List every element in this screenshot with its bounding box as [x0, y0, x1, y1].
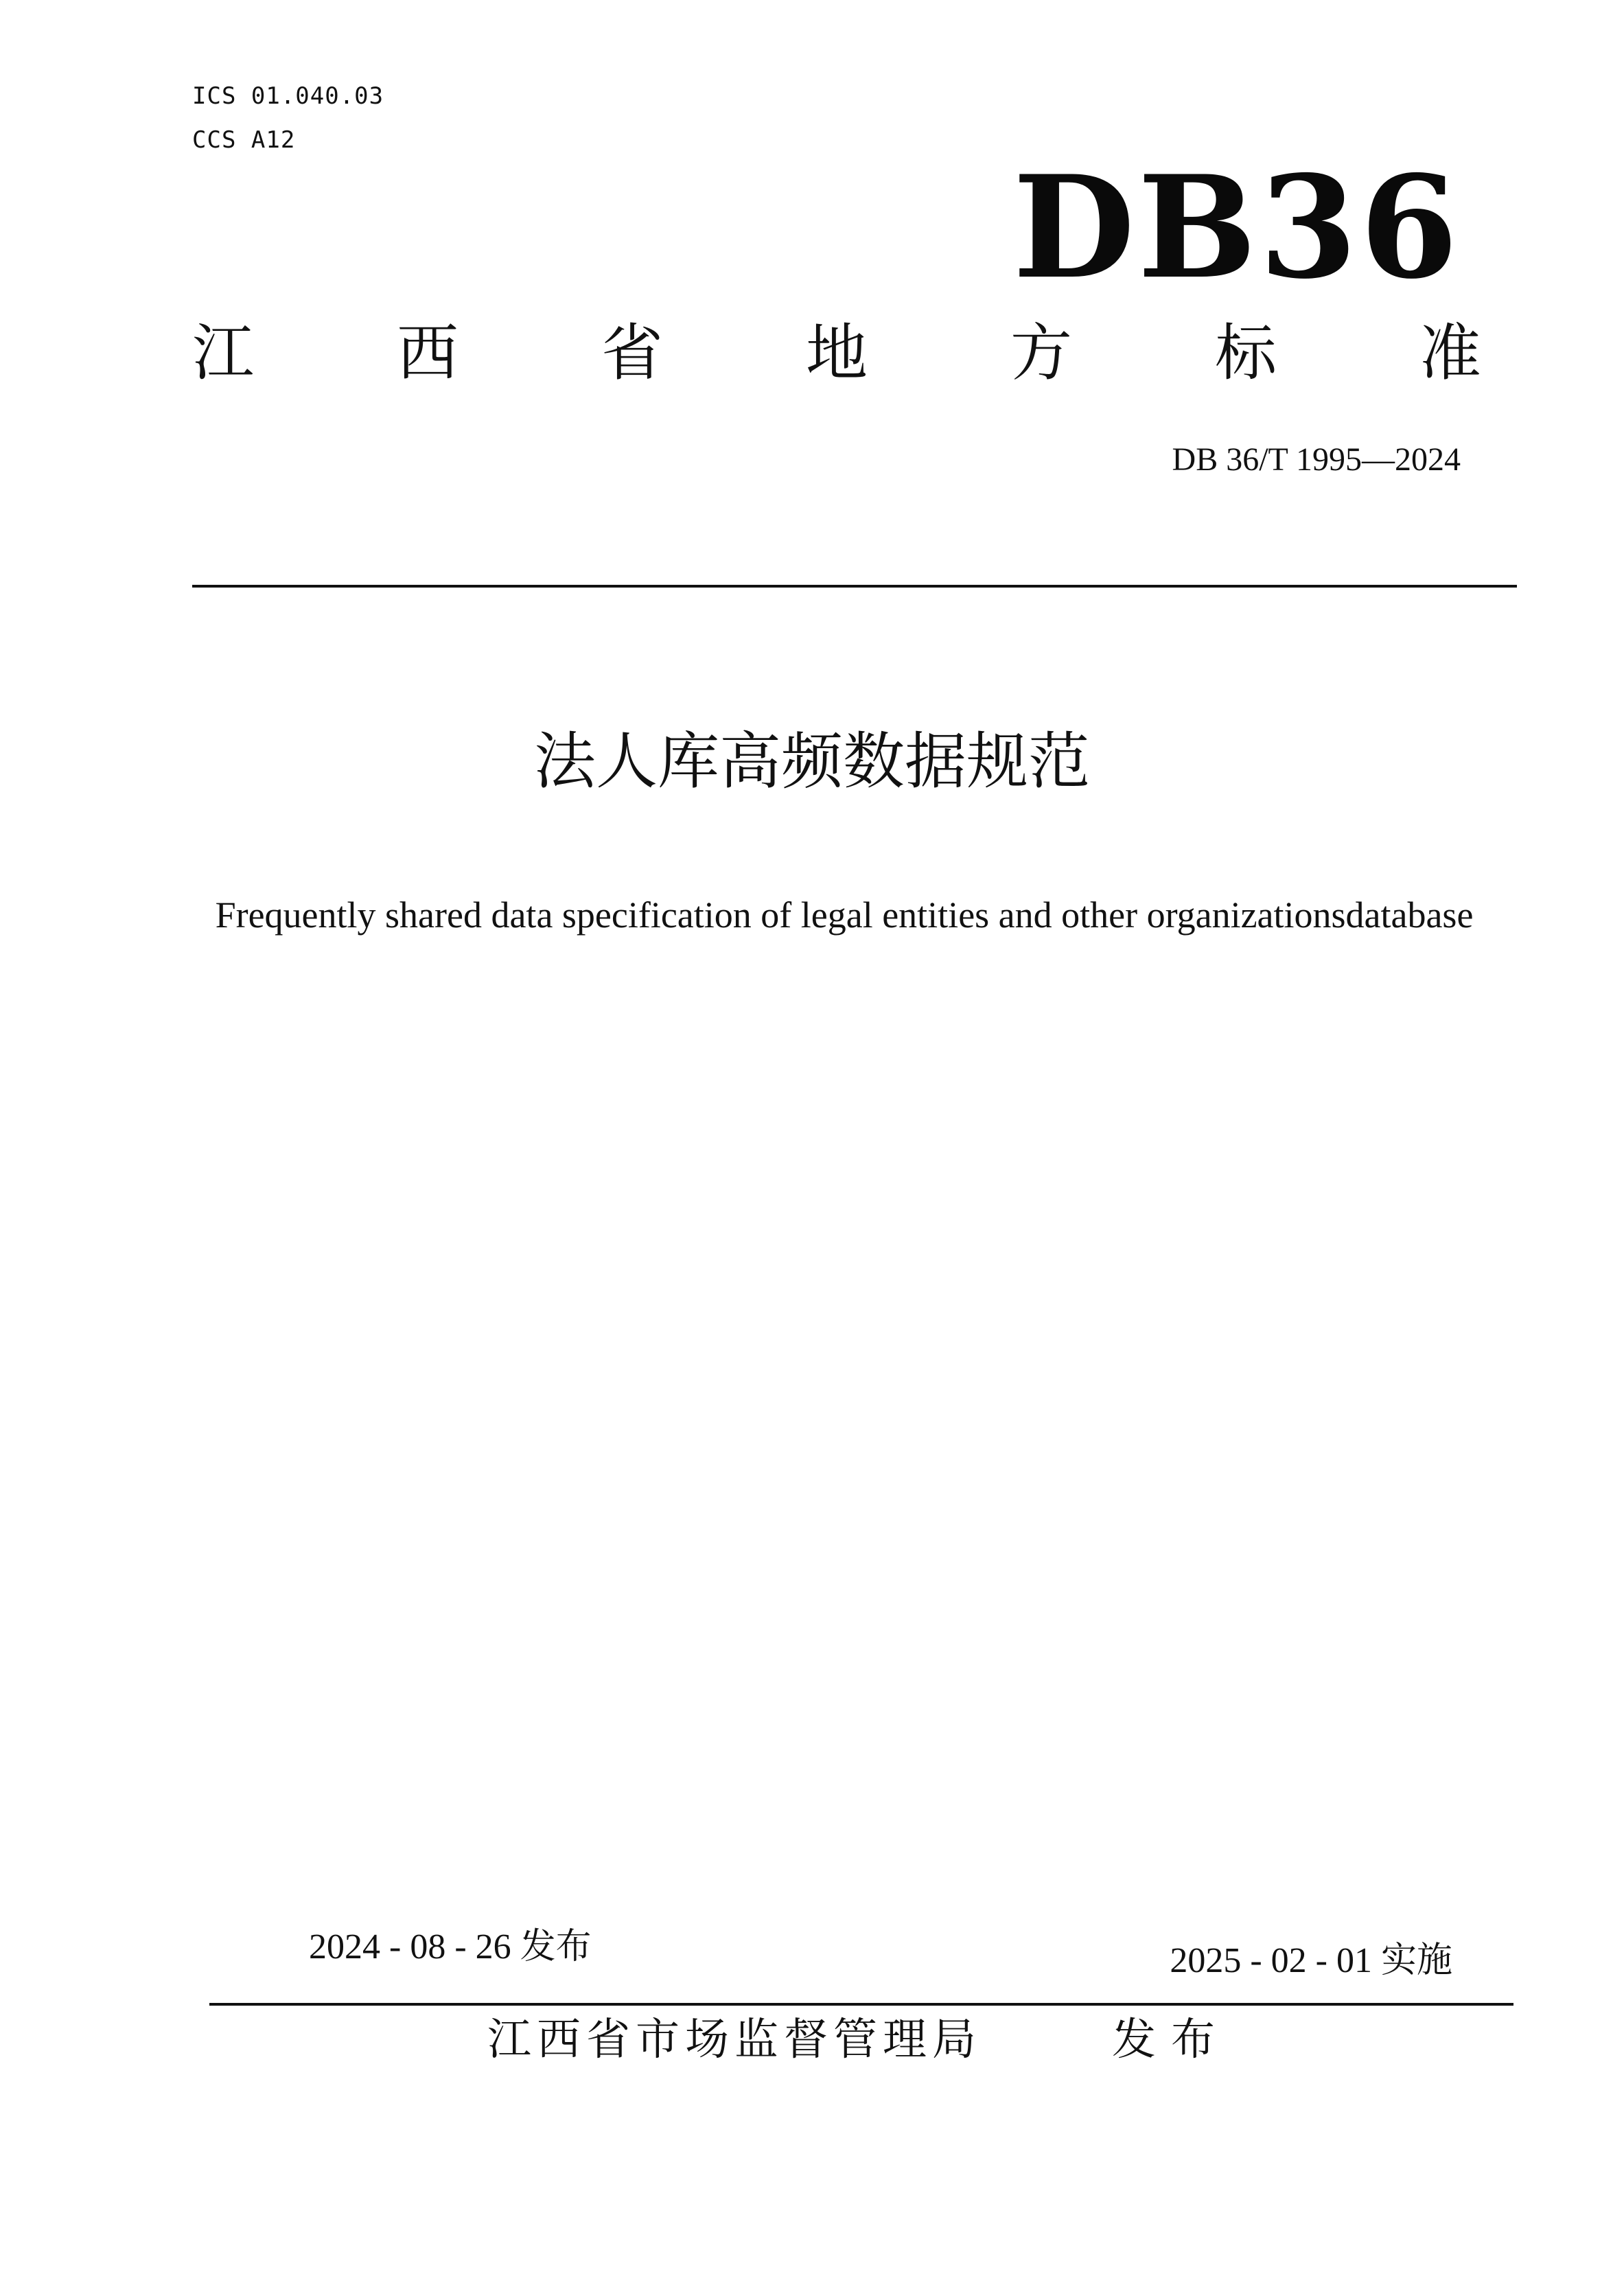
document-title-en: Frequently shared data specification of legal entities and other organizationsdatabase: [215, 894, 1474, 936]
top-divider: [192, 585, 1517, 588]
publish-date: 2024 - 08 - 26 发布: [309, 1927, 592, 1967]
document-title-zh: 法人库高频数据规范: [534, 726, 1090, 798]
standard-number: DB 36/T 1995—2024: [1172, 441, 1461, 478]
standard-type-char: 标: [1215, 317, 1277, 389]
standard-type-char: 准: [1419, 317, 1481, 389]
standard-type-char: 江: [192, 317, 254, 389]
classification-codes: [192, 81, 384, 169]
publish-label: 发布: [1112, 2015, 1230, 2065]
standard-type-char: 省: [601, 317, 663, 389]
bottom-divider: [209, 2003, 1513, 2006]
implementation-date: 2025 - 02 - 01 实施: [1170, 1941, 1452, 1980]
publisher-name: 江西省市场监督管理局: [487, 2015, 982, 2065]
standard-type-char: 地: [806, 317, 868, 389]
ccs-code: CCS A12: [192, 126, 296, 154]
standard-type-char: 方: [1010, 317, 1072, 389]
db36-logo: DB36: [1012, 146, 1461, 310]
standard-type-title: [192, 319, 1481, 388]
standard-type-char: 西: [397, 317, 459, 389]
ics-code: ICS 01.040.03: [192, 82, 384, 110]
